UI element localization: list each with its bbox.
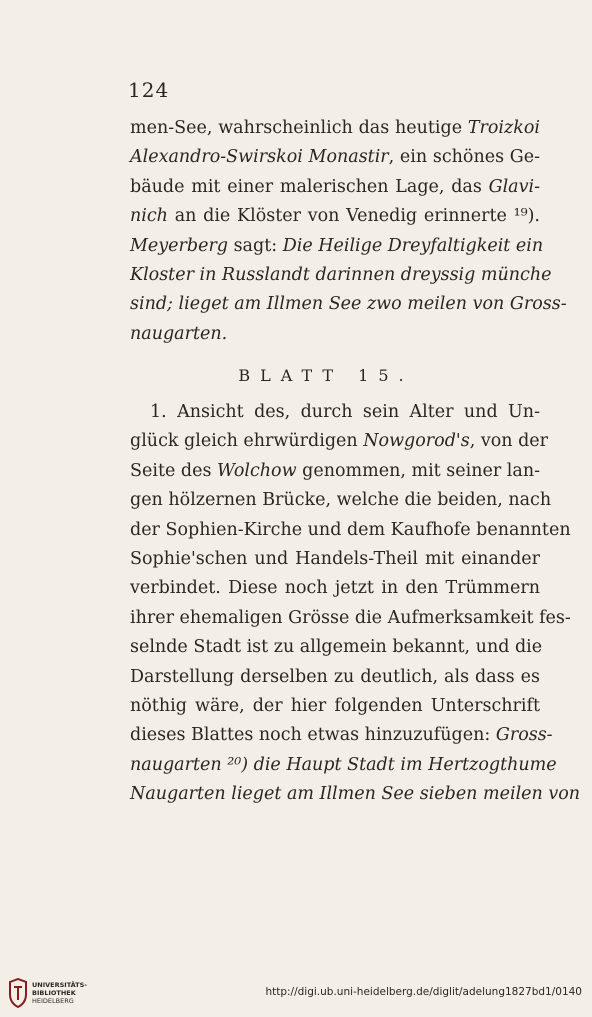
text-run: sind; lieget am Illmen See zwo meilen von Gross- xyxy=(130,294,567,315)
text-line xyxy=(130,604,571,633)
text-run: verbindet. Diese noch jetzt in den Trümmern xyxy=(130,578,540,599)
text-line xyxy=(130,516,571,545)
text-run: Wolchow xyxy=(217,460,297,481)
text-run: Gross- xyxy=(495,725,553,746)
text-run: Meyerberg xyxy=(130,235,229,256)
text-run: naugarten. xyxy=(130,323,228,344)
text-run: Alexandro-Swirskoi Monastir xyxy=(130,147,389,168)
text-run: selnde Stadt ist zu allgemein bekannt, und die xyxy=(130,637,543,658)
text-run: Seite des xyxy=(130,460,218,481)
text-line xyxy=(130,574,540,603)
text-line xyxy=(130,290,567,319)
text-run: der Sophien-Kirche und dem Kaufhofe benannten xyxy=(130,519,571,540)
text-line xyxy=(130,780,581,809)
text-line xyxy=(130,721,553,750)
text-run: Naugarten lieget am Illmen See sieben meilen von xyxy=(130,784,581,805)
text-line xyxy=(130,114,540,143)
text-line xyxy=(130,545,540,574)
text-run: Sophie'schen und Handels-Theil mit einander xyxy=(130,549,540,570)
text-line xyxy=(130,427,549,456)
text-run: , von der xyxy=(469,431,549,452)
text-run: nöthig wäre, der hier folgenden Unterschrift xyxy=(130,696,540,717)
text-run: dieses Blattes noch etwas hinzuzufügen: xyxy=(130,725,496,746)
text-line xyxy=(130,692,540,721)
text-run: Die Heilige Dreyfaltigkeit ein xyxy=(282,235,544,256)
logo-line-1: UNIVERSITÄTS- xyxy=(32,981,87,989)
logo-line-2: BIBLIOTHEK xyxy=(32,989,76,997)
text-run: sagt: xyxy=(228,235,283,256)
text-line xyxy=(130,202,540,231)
text-line xyxy=(130,173,540,202)
paragraph-2 xyxy=(130,398,581,810)
text-run: ihrer ehemaligen Grösse die Aufmerksamkeit fes- xyxy=(130,607,571,628)
text-line xyxy=(130,751,557,780)
text-run: glück gleich ehrwürdigen xyxy=(130,431,364,452)
text-run: genommen, mit seiner lan- xyxy=(296,460,541,481)
library-logo-text xyxy=(32,981,87,1005)
page-number: 124 xyxy=(128,78,170,102)
footer xyxy=(0,968,592,1017)
text-run: bäude mit einer malerischen Lage, das xyxy=(130,176,489,197)
text-run: Troizkoi xyxy=(467,118,540,138)
text-run: 1. Ansicht des, durch sein Alter und Un- xyxy=(150,402,540,422)
text-line xyxy=(130,232,544,261)
text-run: men-See, wahrscheinlich das heutige xyxy=(130,118,468,138)
text-run: nich xyxy=(130,206,168,227)
paragraph-1 xyxy=(130,114,567,349)
text-run: an die Klöster von Venedig erinnerte ¹⁹). xyxy=(167,206,540,227)
text-line xyxy=(130,486,552,515)
text-line xyxy=(130,398,540,427)
text-run: Darstellung derselben zu deutlich, als dass es xyxy=(130,666,540,687)
section-heading: BLATT 15. xyxy=(238,366,414,385)
logo-line-3: HEIDELBERG xyxy=(32,997,74,1005)
text-line xyxy=(130,663,540,692)
text-run: Nowgorod's xyxy=(363,431,470,452)
university-seal-icon xyxy=(8,978,28,1008)
text-run: , ein schönes Ge- xyxy=(388,147,541,168)
text-line xyxy=(130,143,540,172)
text-line xyxy=(130,261,552,290)
text-run: gen hölzernen Brücke, welche die beiden, nach xyxy=(130,490,552,511)
text-run: naugarten ²⁰) die Haupt Stadt im Hertzogthume xyxy=(130,754,557,775)
text-run: Glavi- xyxy=(488,176,540,197)
text-line xyxy=(130,320,540,349)
text-run: Kloster in Russlandt darinnen dreyssig münche xyxy=(130,265,552,286)
source-url[interactable]: http://digi.ub.uni-heidelberg.de/diglit/adelung1827bd1/0140 xyxy=(265,986,582,998)
text-line xyxy=(130,457,540,486)
text-line xyxy=(130,633,543,662)
